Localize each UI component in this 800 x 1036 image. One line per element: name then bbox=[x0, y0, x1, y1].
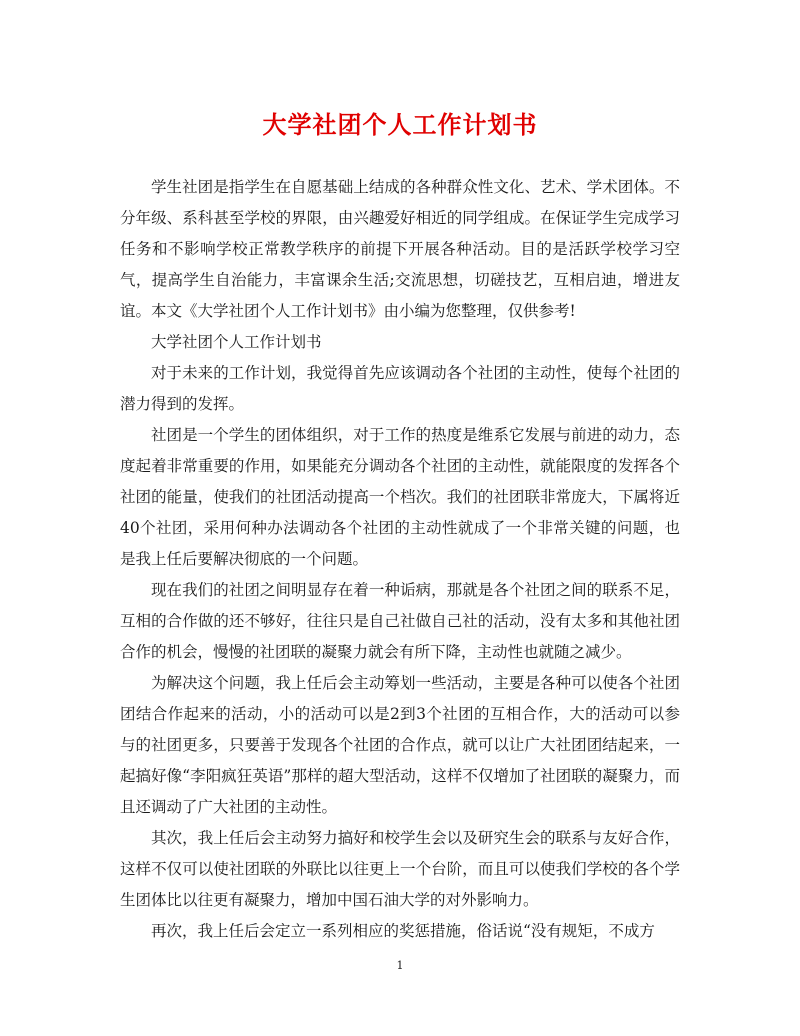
page-number: 1 bbox=[396, 959, 404, 972]
paragraph-secondly: 其次，我上任后会主动努力搞好和校学生会以及研究生会的联系与友好合作，这样不仅可以使社团联的外联比以往更上一个台阶，而且可以使我们学校的各个学生团体比以往更有凝聚力，增加中国石油大学的对外影响力。 bbox=[120, 829, 680, 909]
paragraph-thirdly: 再次，我上任后会定立一系列相应的奖惩措施，俗话说“没有规矩，不成方 bbox=[151, 922, 655, 940]
paragraph-solution: 为解决这个问题，我上任后会主动筹划一些活动，主要是各种可以使各个社团团结合作起来的活动，小的活动可以是2到3个社团的互相合作，大的活动可以参与的社团更多，只要善于发现各个社团的合作点，就可以让广大社团团结起来，一起搞好像“李阳疯狂英语”那样的超大型活动，这样不仅增加了社团联的凝聚力，而且还调动了广大社团的主动性。 bbox=[120, 674, 680, 816]
paragraph-subtitle: 大学社团个人工作计划书 bbox=[151, 333, 322, 351]
paragraph-organization: 社团是一个学生的团体组织，对于工作的热度是维系它发展与前进的动力，态度起着非常重要的作用，如果能充分调动各个社团的主动性，就能限度的发挥各个社团的能量，使我们的社团活动提高一个档次。我们的社团联非常庞大，下属将近40个社团，采用何种办法调动各个社团的主动性就成了一个非常关键的问题，也是我上任后要解决彻底的一个问题。 bbox=[120, 426, 680, 568]
paragraph-intro: 学生社团是指学生在自愿基础上结成的各种群众性文化、艺术、学术团体。不分年级、系科甚至学校的界限，由兴趣爱好相近的同学组成。在保证学生完成学习任务和不影响学校正常教学秩序的前提下开展各种活动。目的是活跃学校学习空气，提高学生自治能力，丰富课余生活;交流思想，切磋技艺，互相启迪，增进友谊。本文《大学社团个人工作计划书》由小编为您整理，仅供参考! bbox=[120, 178, 680, 320]
paragraph-plan-intro: 对于未来的工作计划，我觉得首先应该调动各个社团的主动性，使每个社团的潜力得到的发挥。 bbox=[120, 364, 680, 413]
document-title: 大学社团个人工作计划书 bbox=[262, 110, 538, 139]
document-body bbox=[120, 172, 680, 947]
paragraph-problem: 现在我们的社团之间明显存在着一种诟病，那就是各个社团之间的联系不足，互相的合作做的还不够好，往往只是自己社做自己社的活动，没有太多和其他社团合作的机会，慢慢的社团联的凝聚力就会有所下降，主动性也就随之减少。 bbox=[120, 581, 680, 661]
